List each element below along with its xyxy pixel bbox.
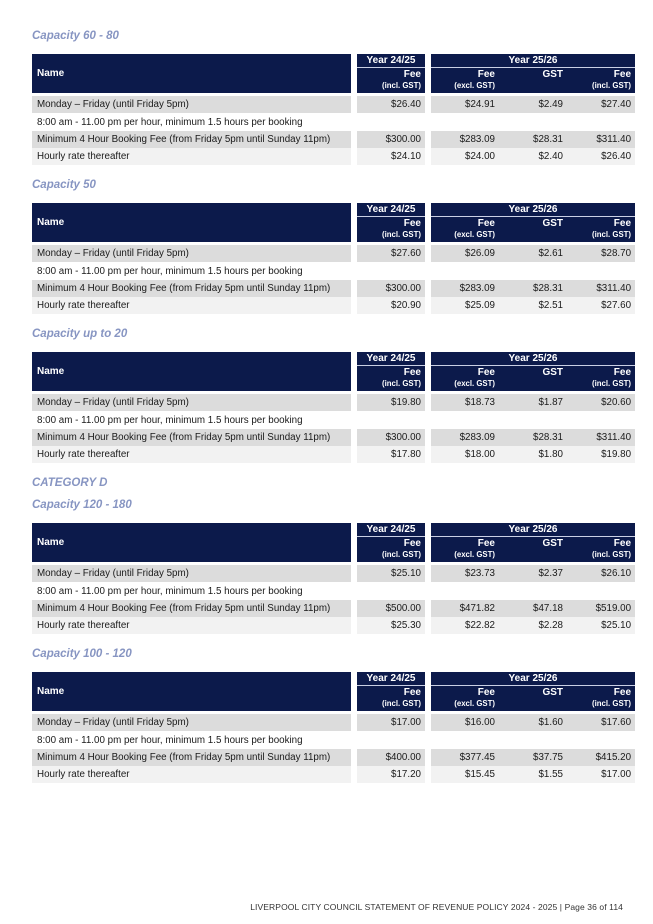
fee-excl-gst-cell: $283.09 <box>431 131 499 148</box>
row-name: Hourly rate thereafter <box>32 446 351 463</box>
column-header-year-next: Year 25/26 <box>431 203 635 217</box>
row-name: Minimum 4 Hour Booking Fee (from Friday 5pm until Sunday 11pm) <box>32 749 351 766</box>
table-row <box>32 446 635 463</box>
fee-incl-gst-cell: $311.40 <box>567 131 635 148</box>
table-row <box>32 394 635 411</box>
fee-excl-gst-cell: $283.09 <box>431 429 499 446</box>
section-heading: Capacity 100 - 120 <box>32 648 132 660</box>
table-row <box>32 565 635 582</box>
fee-incl-gst-cell: $27.40 <box>567 96 635 113</box>
fee-2425-cell: $400.00 <box>357 749 425 766</box>
row-name: Monday – Friday (until Friday 5pm) <box>32 565 351 582</box>
column-header-fee: Fee <box>357 68 425 81</box>
fee-excl-gst-cell: $15.45 <box>431 766 499 783</box>
fee-2425-cell: $19.80 <box>357 394 425 411</box>
column-header-year-prev: Year 24/25 <box>357 523 425 537</box>
table-row <box>32 245 635 262</box>
row-note: 8:00 am - 11.00 pm per hour, minimum 1.5 hours per booking <box>32 262 635 280</box>
column-header-year-next: Year 25/26 <box>431 352 635 366</box>
gst-cell: $1.87 <box>499 394 567 411</box>
table-row-note <box>32 411 635 429</box>
fee-table <box>32 523 635 634</box>
row-name: Minimum 4 Hour Booking Fee (from Friday 5pm until Sunday 11pm) <box>32 131 351 148</box>
column-subheader-incl-gst: (incl. GST) <box>357 549 425 562</box>
section-heading: Capacity up to 20 <box>32 328 128 340</box>
column-subheader-incl-gst: (incl. GST) <box>357 229 425 242</box>
fee-excl-gst-cell: $22.82 <box>431 617 499 634</box>
fee-2425-cell: $17.20 <box>357 766 425 783</box>
fee-incl-gst-cell: $26.10 <box>567 565 635 582</box>
fee-2425-cell: $17.80 <box>357 446 425 463</box>
gst-cell: $1.60 <box>499 714 567 731</box>
row-note: 8:00 am - 11.00 pm per hour, minimum 1.5 hours per booking <box>32 411 635 429</box>
column-header-year-next: Year 25/26 <box>431 54 635 68</box>
section-heading: Capacity 120 - 180 <box>32 499 132 511</box>
table-row <box>32 297 635 314</box>
table-row <box>32 617 635 634</box>
column-subheader-excl-gst: (excl. GST) <box>431 698 499 711</box>
fee-table <box>32 203 635 314</box>
table-row-note <box>32 582 635 600</box>
column-header-gst: GST <box>499 68 567 81</box>
column-header-fee: Fee <box>357 537 425 550</box>
column-header-year-prev: Year 24/25 <box>357 352 425 366</box>
fee-incl-gst-cell: $311.40 <box>567 429 635 446</box>
column-header-fee: Fee <box>431 537 499 550</box>
column-header-fee: Fee <box>567 217 635 230</box>
fee-2425-cell: $25.30 <box>357 617 425 634</box>
fee-table <box>32 54 635 165</box>
fee-2425-cell: $25.10 <box>357 565 425 582</box>
section-heading: Capacity 60 - 80 <box>32 30 119 42</box>
column-subheader-incl-gst: (incl. GST) <box>357 378 425 391</box>
row-name: Minimum 4 Hour Booking Fee (from Friday 5pm until Sunday 11pm) <box>32 429 351 446</box>
fee-excl-gst-cell: $18.73 <box>431 394 499 411</box>
column-subheader-excl-gst: (excl. GST) <box>431 229 499 242</box>
fee-2425-cell: $20.90 <box>357 297 425 314</box>
section-heading: Capacity 50 <box>32 179 96 191</box>
fee-incl-gst-cell: $20.60 <box>567 394 635 411</box>
fee-2425-cell: $300.00 <box>357 280 425 297</box>
table-row <box>32 766 635 783</box>
fee-incl-gst-cell: $17.60 <box>567 714 635 731</box>
page-footer: LIVERPOOL CITY COUNCIL STATEMENT OF REVENUE POLICY 2024 - 2025 | Page 36 of 114 <box>250 902 623 912</box>
column-header-gst: GST <box>499 366 567 379</box>
column-header-name: Name <box>32 203 351 242</box>
column-header-year-next: Year 25/26 <box>431 672 635 686</box>
column-header-fee: Fee <box>431 366 499 379</box>
fee-excl-gst-cell: $24.00 <box>431 148 499 165</box>
table-row <box>32 280 635 297</box>
gst-cell: $1.80 <box>499 446 567 463</box>
column-subheader-excl-gst: (excl. GST) <box>431 549 499 562</box>
fee-2425-cell: $300.00 <box>357 131 425 148</box>
fee-incl-gst-cell: $28.70 <box>567 245 635 262</box>
fee-incl-gst-cell: $19.80 <box>567 446 635 463</box>
column-header-fee: Fee <box>357 686 425 699</box>
fee-excl-gst-cell: $16.00 <box>431 714 499 731</box>
table-row <box>32 148 635 165</box>
gst-cell: $2.51 <box>499 297 567 314</box>
gst-cell: $28.31 <box>499 131 567 148</box>
fee-excl-gst-cell: $377.45 <box>431 749 499 766</box>
column-subheader-incl-gst: (incl. GST) <box>567 229 635 242</box>
gst-cell: $2.40 <box>499 148 567 165</box>
fee-incl-gst-cell: $415.20 <box>567 749 635 766</box>
fee-2425-cell: $500.00 <box>357 600 425 617</box>
fee-2425-cell: $26.40 <box>357 96 425 113</box>
column-header-fee: Fee <box>357 366 425 379</box>
fee-2425-cell: $27.60 <box>357 245 425 262</box>
column-subheader-incl-gst: (incl. GST) <box>357 80 425 93</box>
gst-cell: $2.61 <box>499 245 567 262</box>
gst-cell: $47.18 <box>499 600 567 617</box>
gst-cell: $2.28 <box>499 617 567 634</box>
column-header-fee: Fee <box>567 686 635 699</box>
fee-incl-gst-cell: $26.40 <box>567 148 635 165</box>
column-header-year-prev: Year 24/25 <box>357 672 425 686</box>
fee-excl-gst-cell: $25.09 <box>431 297 499 314</box>
table-row <box>32 429 635 446</box>
column-header-year-prev: Year 24/25 <box>357 54 425 68</box>
row-name: Hourly rate thereafter <box>32 148 351 165</box>
table-row <box>32 749 635 766</box>
gst-cell: $28.31 <box>499 429 567 446</box>
column-header-name: Name <box>32 54 351 93</box>
table-row <box>32 600 635 617</box>
row-note: 8:00 am - 11.00 pm per hour, minimum 1.5 hours per booking <box>32 113 635 131</box>
gst-cell: $1.55 <box>499 766 567 783</box>
column-subheader-incl-gst: (incl. GST) <box>567 378 635 391</box>
row-name: Hourly rate thereafter <box>32 766 351 783</box>
fee-excl-gst-cell: $24.91 <box>431 96 499 113</box>
column-header-fee: Fee <box>431 68 499 81</box>
fee-incl-gst-cell: $311.40 <box>567 280 635 297</box>
column-subheader-incl-gst: (incl. GST) <box>567 698 635 711</box>
column-header-year-prev: Year 24/25 <box>357 203 425 217</box>
category-heading: CATEGORY D <box>32 477 108 489</box>
gst-cell: $37.75 <box>499 749 567 766</box>
table-row <box>32 96 635 113</box>
document-body <box>32 30 632 797</box>
fee-2425-cell: $300.00 <box>357 429 425 446</box>
fee-excl-gst-cell: $23.73 <box>431 565 499 582</box>
table-row <box>32 714 635 731</box>
column-subheader-excl-gst: (excl. GST) <box>431 378 499 391</box>
column-header-gst: GST <box>499 537 567 550</box>
row-name: Hourly rate thereafter <box>32 297 351 314</box>
column-subheader-excl-gst: (excl. GST) <box>431 80 499 93</box>
fee-table <box>32 672 635 783</box>
column-header-fee: Fee <box>567 68 635 81</box>
column-header-name: Name <box>32 523 351 562</box>
column-header-name: Name <box>32 672 351 711</box>
row-name: Hourly rate thereafter <box>32 617 351 634</box>
gst-cell: $28.31 <box>499 280 567 297</box>
table-row-note <box>32 731 635 749</box>
table-row-note <box>32 262 635 280</box>
row-name: Monday – Friday (until Friday 5pm) <box>32 245 351 262</box>
fee-2425-cell: $17.00 <box>357 714 425 731</box>
fee-2425-cell: $24.10 <box>357 148 425 165</box>
gst-cell: $2.37 <box>499 565 567 582</box>
column-subheader-incl-gst: (incl. GST) <box>567 549 635 562</box>
row-name: Minimum 4 Hour Booking Fee (from Friday 5pm until Sunday 11pm) <box>32 280 351 297</box>
row-name: Monday – Friday (until Friday 5pm) <box>32 714 351 731</box>
table-row <box>32 131 635 148</box>
row-note: 8:00 am - 11.00 pm per hour, minimum 1.5 hours per booking <box>32 731 635 749</box>
fee-excl-gst-cell: $26.09 <box>431 245 499 262</box>
column-subheader-incl-gst: (incl. GST) <box>357 698 425 711</box>
row-name: Monday – Friday (until Friday 5pm) <box>32 394 351 411</box>
fee-incl-gst-cell: $27.60 <box>567 297 635 314</box>
row-name: Monday – Friday (until Friday 5pm) <box>32 96 351 113</box>
column-subheader-incl-gst: (incl. GST) <box>567 80 635 93</box>
column-header-gst: GST <box>499 217 567 230</box>
column-header-gst: GST <box>499 686 567 699</box>
row-name: Minimum 4 Hour Booking Fee (from Friday 5pm until Sunday 11pm) <box>32 600 351 617</box>
table-row-note <box>32 113 635 131</box>
fee-excl-gst-cell: $18.00 <box>431 446 499 463</box>
fee-excl-gst-cell: $283.09 <box>431 280 499 297</box>
column-header-fee: Fee <box>431 686 499 699</box>
column-header-fee: Fee <box>357 217 425 230</box>
fee-incl-gst-cell: $25.10 <box>567 617 635 634</box>
fee-incl-gst-cell: $17.00 <box>567 766 635 783</box>
column-header-year-next: Year 25/26 <box>431 523 635 537</box>
column-header-fee: Fee <box>567 366 635 379</box>
fee-excl-gst-cell: $471.82 <box>431 600 499 617</box>
gst-cell: $2.49 <box>499 96 567 113</box>
fee-incl-gst-cell: $519.00 <box>567 600 635 617</box>
row-note: 8:00 am - 11.00 pm per hour, minimum 1.5 hours per booking <box>32 582 635 600</box>
column-header-fee: Fee <box>567 537 635 550</box>
column-header-fee: Fee <box>431 217 499 230</box>
fee-table <box>32 352 635 463</box>
column-header-name: Name <box>32 352 351 391</box>
